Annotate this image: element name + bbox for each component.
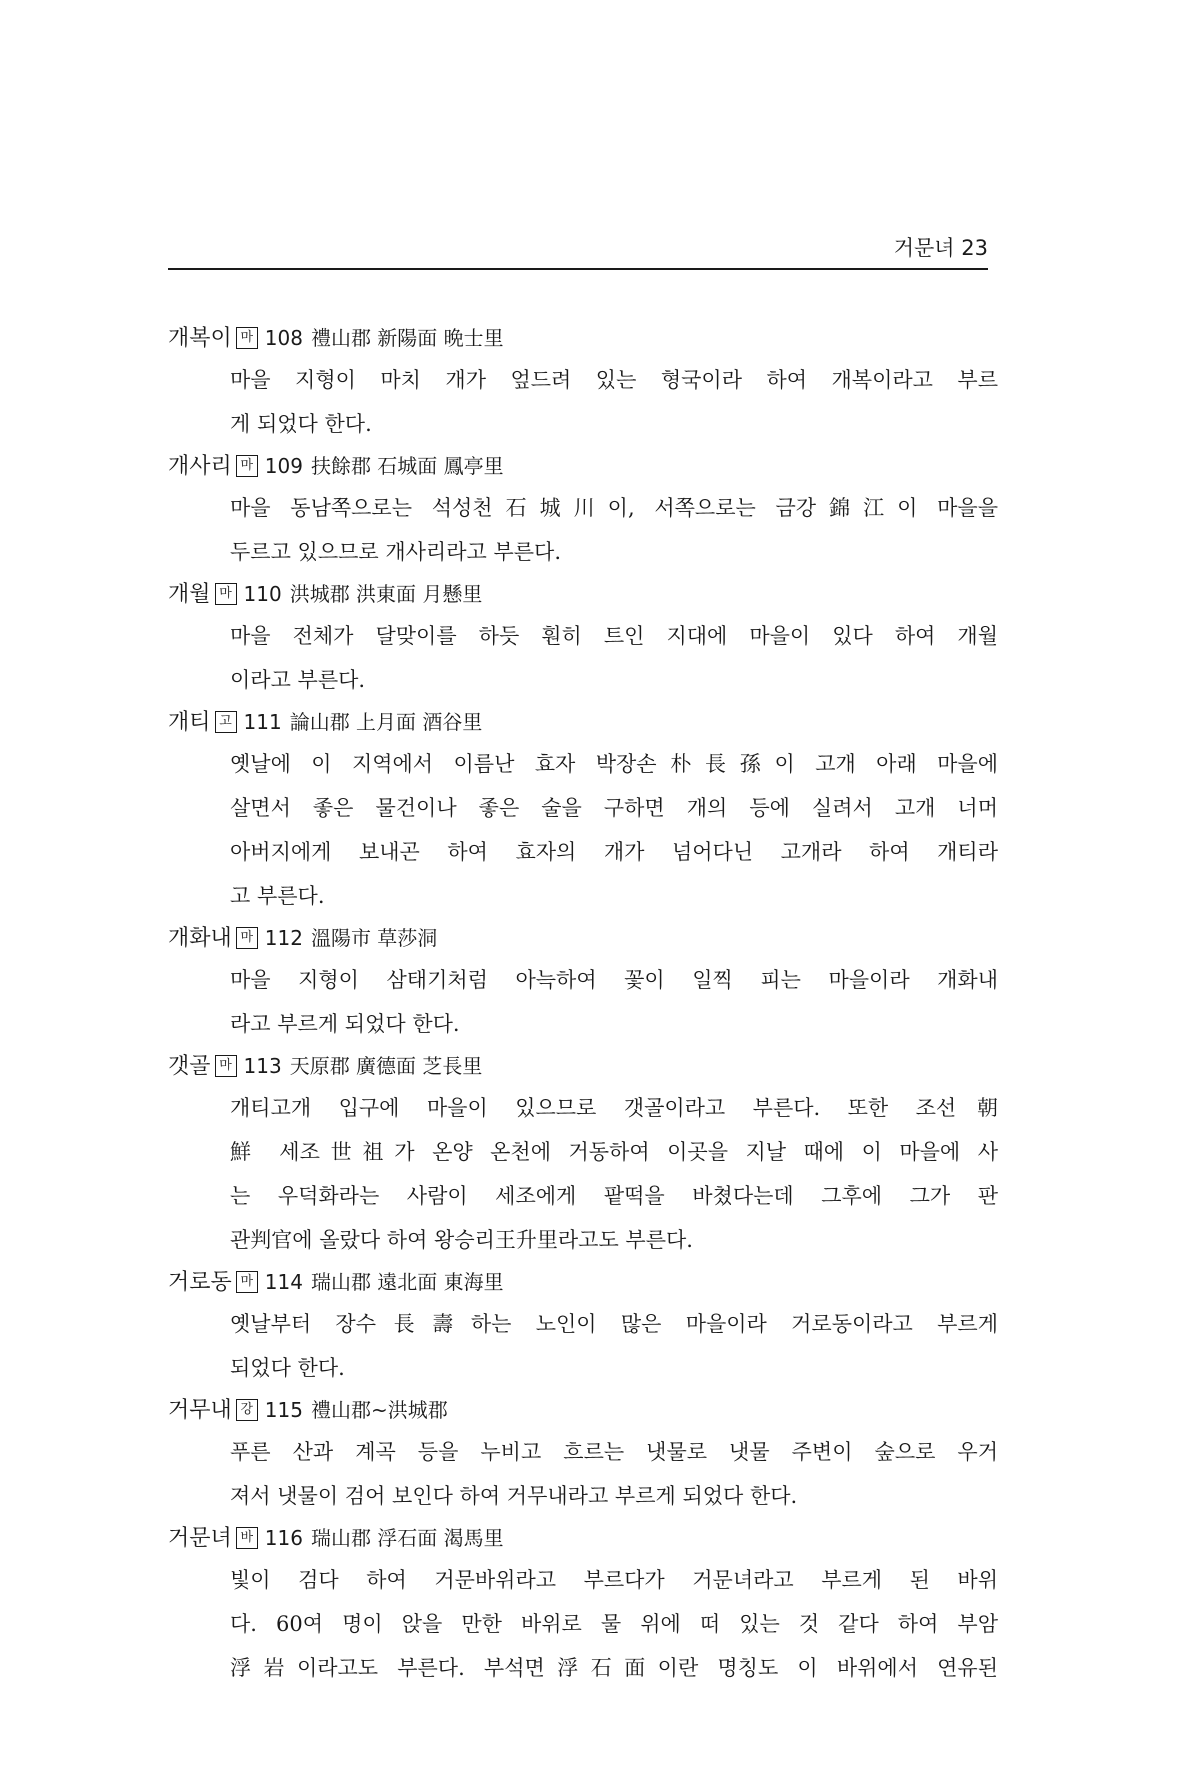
entry-term: 갯골 [168,1054,211,1079]
entry-text-line: 浮岩이라고도 부른다. 부석면浮石面이란 명칭도 이 바위에서 연유된 [230,1656,998,1680]
entry-heading [168,1262,998,1302]
entry [168,918,998,1046]
entry-term: 개사리 [168,454,232,479]
entry-location: 瑞山郡 浮石面 渴馬里 [310,1526,504,1550]
entry-heading [168,918,998,958]
entry-location: 扶餘郡 石城面 鳳亭里 [310,454,504,478]
entry-term: 거무내 [168,1398,232,1423]
entry-location: 瑞山郡 遠北面 東海里 [310,1270,504,1294]
entry-category-tag: 마 [236,327,258,349]
entry-location: 洪城郡 洪東面 月懸里 [289,582,483,606]
entry-location: 禮山郡 新陽面 晩士里 [310,326,504,350]
entry-text-line: 옛날부터 장수長壽하는 노인이 많은 마을이라 거로동이라고 부르게 [230,1312,998,1336]
entry-text-line: 관判官에 올랐다 하여 왕승리王升里라고도 부른다. [230,1228,693,1252]
entry [168,446,998,574]
entry [168,574,998,702]
entry-location: 溫陽市 草莎洞 [310,926,438,950]
entry-category-tag: 마 [236,1271,258,1293]
entry-location: 論山郡 上月面 酒谷里 [289,710,483,734]
entry-text-line: 마을 지형이 마치 개가 엎드려 있는 형국이라 하여 개복이라고 부르 [230,368,998,392]
entry-text-line: 살면서 좋은 물건이나 좋은 술을 구하면 개의 등에 실려서 고개 너머 [230,796,998,820]
entry [168,1518,998,1690]
entry [168,1046,998,1262]
entry-text-line: 마을 전체가 달맞이를 하듯 훤히 트인 지대에 마을이 있다 하여 개월 [230,624,998,648]
entry-heading [168,1518,998,1558]
entry-number: 111 [243,710,282,734]
entry-term: 개화내 [168,926,232,951]
entry [168,318,998,446]
entry-number: 110 [243,582,282,606]
entry-number: 115 [264,1398,303,1422]
entry-text-line: 는 우덕화라는 사람이 세조에게 팥떡을 바쳤다는데 그후에 그가 판 [230,1184,998,1208]
entry-text-line: 고 부른다. [230,884,325,908]
entry-category-tag: 마 [236,927,258,949]
entry-number: 108 [264,326,303,350]
entry-category-tag: 고 [215,711,237,733]
entry-text-line: 마을 동남쪽으로는 석성천石城川이, 서쪽으로는 금강錦江이 마을을 [230,496,998,520]
entry-text-line: 되었다 한다. [230,1356,345,1380]
running-header [168,232,988,270]
entry-text-line: 아버지에게 보내곤 하여 효자의 개가 넘어다닌 고개라 하여 개티라 [230,840,998,864]
entry-heading [168,1390,998,1430]
entry-number: 112 [264,926,303,950]
entry-text-line: 빛이 검다 하여 거문바위라고 부르다가 거문녀라고 부르게 된 바위 [230,1568,998,1592]
entry-category-tag: 강 [236,1399,258,1421]
entry-term: 개티 [168,710,211,735]
entry-category-tag: 마 [215,1055,237,1077]
entry-number: 109 [264,454,303,478]
entry-text-line: 옛날에 이 지역에서 이름난 효자 박장손朴長孫이 고개 아래 마을에 [230,752,998,776]
entry [168,1262,998,1390]
entry-category-tag: 마 [236,455,258,477]
entry-text-line: 두르고 있으므로 개사리라고 부른다. [230,540,561,564]
entry-text-line: 라고 부르게 되었다 한다. [230,1012,460,1036]
entry [168,702,998,918]
entry-text-line: 다. 60여 명이 앉을 만한 바위로 물 위에 떠 있는 것 같다 하여 부암 [230,1612,998,1636]
entry-location: 天原郡 廣德面 芝長里 [289,1054,483,1078]
entry-number: 113 [243,1054,282,1078]
entry-heading [168,318,998,358]
entry-category-tag: 마 [215,583,237,605]
entry-heading [168,574,998,614]
entry [168,1390,998,1518]
entry-category-tag: 바 [236,1527,258,1549]
entry-number: 116 [264,1526,303,1550]
entry-text-line: 마을 지형이 삼태기처럼 아늑하여 꽃이 일찍 피는 마을이라 개화내 [230,968,998,992]
entry-term: 개월 [168,582,211,607]
entry-location: 禮山郡~洪城郡 [310,1398,448,1422]
entry-heading [168,1046,998,1086]
header-text: 거문녀 23 [893,236,988,260]
entry-text-line: 鮮 세조世祖가 온양 온천에 거동하여 이곳을 지날 때에 이 마을에 사 [230,1140,998,1164]
entry-term: 거문녀 [168,1526,232,1551]
entry-text-line: 개티고개 입구에 마을이 있으므로 갯골이라고 부른다. 또한 조선朝 [230,1096,998,1120]
entry-text-line: 져서 냇물이 검어 보인다 하여 거무내라고 부르게 되었다 한다. [230,1484,798,1508]
entry-heading [168,446,998,486]
entry-term: 거로동 [168,1270,232,1295]
entry-text-line: 푸른 산과 계곡 등을 누비고 흐르는 냇물로 냇물 주변이 숲으로 우거 [230,1440,998,1464]
entry-number: 114 [264,1270,303,1294]
entry-text-line: 게 되었다 한다. [230,412,372,436]
entry-heading [168,702,998,742]
entry-text-line: 이라고 부른다. [230,668,366,692]
entry-list [168,318,998,1690]
entry-term: 개복이 [168,326,232,351]
